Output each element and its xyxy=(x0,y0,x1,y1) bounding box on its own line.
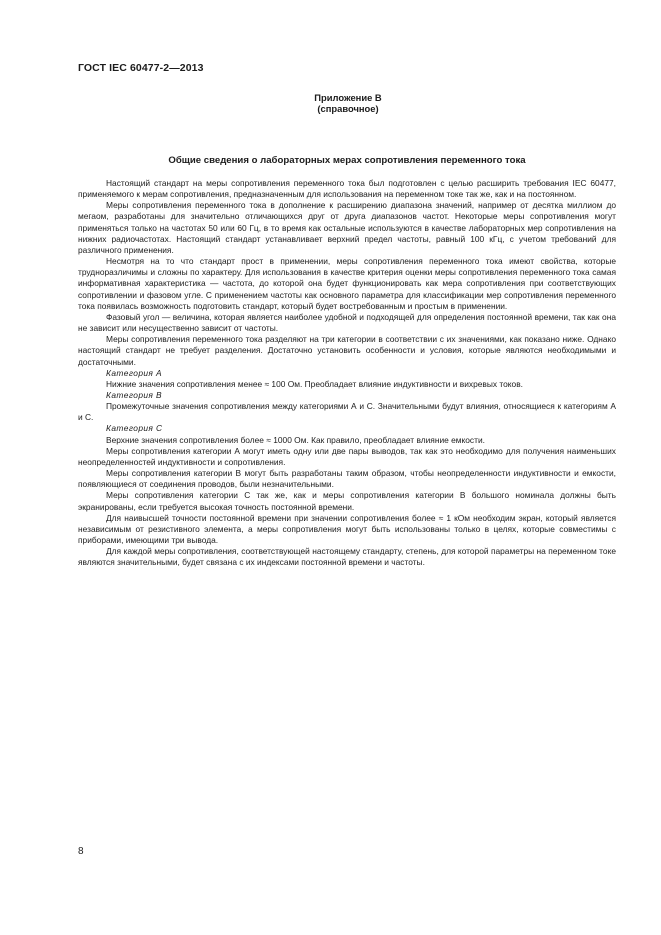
appendix-subtitle: (справочное) xyxy=(317,103,379,114)
paragraph: Нижние значения сопротивления менее ≈ 100 Ом. Преобладает влияние индуктивности и вихревых токов. xyxy=(106,378,523,389)
paragraph: Меры сопротивления переменного тока в дополнение к расширению диапазона значений, например от десятка миллиом до мегаом, разработаны для значительно отличающихся друг от друга диапазонов частот. Некоторые меры сопротивления могут применяться только на частотах 50 или 60 Гц, в то время как остальные используются в качестве лабораторных мер сопротивления на нижних радиочастотах. Настоящий стандарт устанавливает верхний предел частоты, равный 100 кГц, с учетом требований для различного применения. xyxy=(78,200,616,255)
paragraph: Верхние значения сопротивления более ≈ 1000 Ом. Как правило, преобладает влияние емкости. xyxy=(106,434,485,445)
paragraph: Настоящий стандарт на меры сопротивления переменного тока был подготовлен с целью расширить требования IEC 60477, применяемого к мерам сопротивления, предназначенным для использования на переменном токе так же, как и на постоянном. xyxy=(78,178,616,200)
appendix-title: Приложение В xyxy=(314,92,382,103)
category-b-heading: Категория В xyxy=(106,389,163,400)
category-a-heading: Категория А xyxy=(106,367,163,378)
paragraph: Промежуточные значения сопротивления между категориями А и С. Значительными будут влияния, относящиеся к категориям А и С. xyxy=(78,401,616,423)
paragraph: Фазовый угол — величина, которая является наиболее удобной и подходящей для определения постоянной времени, так как она не зависит или несущественно зависит от частоты. xyxy=(78,311,616,334)
paragraph: Меры сопротивления переменного тока разделяют на три категории в соответствии с их значениями, как показано ниже. Однако настоящий стандарт не требует разделения. Достаточно установить особенности и условия, которые являются необходимыми и достаточными. xyxy=(78,334,616,367)
category-c-heading: Категория С xyxy=(106,423,163,434)
paragraph: Несмотря на то что стандарт прост в применении, меры сопротивления переменного тока имеют свойства, которые трудноразличимы и сложны по характеру. Для использования в качестве критерия оценки меры сопротивления переменного тока самая информативная характеристика — частота, до которой она будет функционировать как мера сопротивления при соответствующих сопротивлении и фазовом угле. С применением частоты как основного параметра для классификации мер сопротивления переменного тока появилась возможность подготовить стандарт, который будет востребованным и простым в применении. xyxy=(78,256,616,311)
document-header: ГОСТ IEC 60477-2—2013 xyxy=(78,62,204,74)
paragraph: Меры сопротивления категории А могут иметь одну или две пары выводов, так как это необходимо для получения наименьших неопределенностей индуктивности и сопротивления. xyxy=(78,445,616,467)
paragraph: Для наивысшей точности постоянной времени при значении сопротивления более ≈ 1 кОм необходим экран, который является независимым от резистивного элемента, а меры сопротивления могут быть использованы только в целях, которые совместимы с приборами, имеющими три вывода. xyxy=(78,512,616,545)
page-number: 8 xyxy=(78,846,84,857)
paragraph: Для каждой меры сопротивления, соответствующей настоящему стандарту, степень, для которой параметры на переменном токе являются значительными, будет связана с их индексами постоянной времени и частоты. xyxy=(78,546,616,568)
body-text xyxy=(78,178,616,568)
paragraph: Меры сопротивления категории С так же, как и меры сопротивления категории В большого номинала должны быть экранированы, если требуется высокая точность постоянной времени. xyxy=(78,490,616,512)
appendix-heading xyxy=(280,92,416,114)
section-title: Общие сведения о лабораторных мерах сопротивления переменного тока xyxy=(168,155,526,166)
paragraph: Меры сопротивления категории В могут быть разработаны таким образом, чтобы неопределенности индуктивности и емкости, появляющиеся от соединения проводов, были незначительными. xyxy=(78,468,616,490)
